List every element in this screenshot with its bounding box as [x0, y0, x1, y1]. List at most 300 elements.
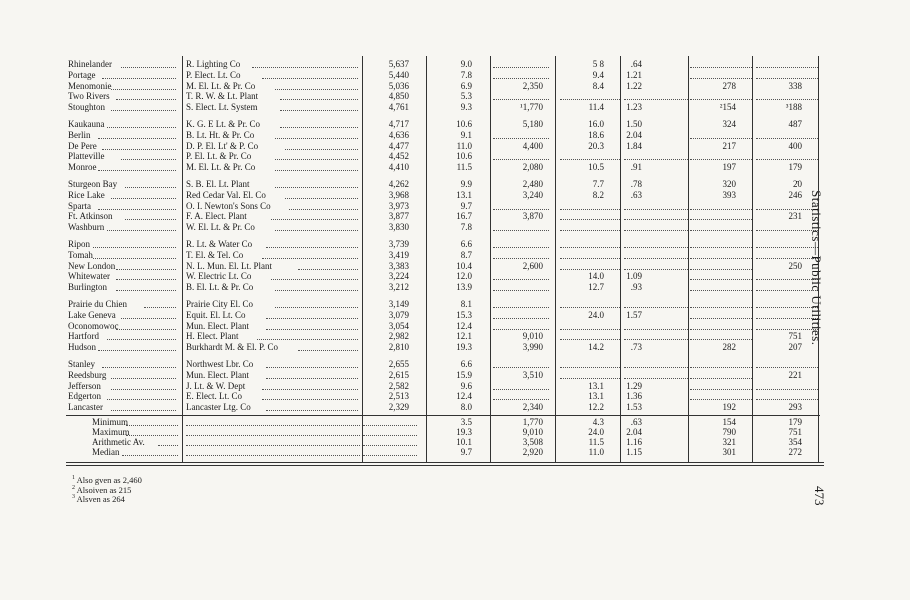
dot-leader [690, 393, 752, 400]
row-c5: .64 [630, 59, 642, 69]
dot-leader [144, 301, 176, 308]
row-city: Ripon [68, 239, 91, 249]
summary-c7: 179 [788, 417, 802, 428]
dot-leader [285, 143, 358, 150]
dot-leader [121, 61, 176, 68]
row-c6: ²154 [719, 102, 736, 113]
dot-leader [275, 224, 358, 231]
dot-leader [624, 213, 688, 220]
row-rate: 9.0 [460, 59, 472, 69]
row-c7: 751 [788, 331, 802, 342]
row-city: Whitewater [68, 271, 110, 282]
row-c7: 250 [788, 260, 802, 271]
row-c6: 324 [722, 119, 736, 129]
dot-leader [275, 301, 358, 308]
summary-c3: 1,770 [522, 417, 543, 428]
row-utility: T. R. W. & Lt. Plant [186, 91, 259, 102]
summary-c6: 301 [722, 447, 736, 458]
dot-leader [624, 252, 688, 259]
dot-leader [116, 323, 176, 330]
dot-leader [560, 301, 620, 308]
row-c6: 393 [722, 189, 736, 200]
row-c6: 320 [722, 179, 736, 189]
summary-label: Median [92, 447, 120, 458]
summary-label: Maximum [92, 427, 130, 438]
dot-leader [560, 372, 620, 379]
dot-leader [493, 224, 549, 231]
row-population: 2,615 [388, 369, 409, 380]
summary-c4: 24.0 [588, 427, 604, 438]
dot-leader [756, 72, 818, 79]
row-c4: 9.4 [592, 69, 604, 80]
row-rate: 12.0 [456, 271, 472, 282]
row-utility: P. El. Lt. & Pr. Co [186, 151, 252, 162]
dot-leader [271, 213, 358, 220]
dot-leader [756, 61, 818, 68]
row-utility: T. El. & Tel. Co [186, 249, 244, 260]
row-c3: 3,990 [522, 342, 543, 353]
row-city: Lake Geneva [68, 309, 116, 320]
dot-leader [756, 93, 818, 100]
dot-leader [262, 72, 358, 79]
dot-leader [560, 224, 620, 231]
dot-leader [262, 252, 358, 259]
row-c5: .63 [630, 189, 642, 200]
row-c7: 487 [788, 119, 802, 129]
row-city: Washburn [68, 222, 105, 233]
dot-leader [690, 93, 752, 100]
row-population: 3,383 [388, 260, 409, 271]
row-utility: R. Lighting Co [186, 59, 241, 69]
dot-leader [107, 224, 176, 231]
dot-leader [493, 252, 549, 259]
dot-leader [624, 93, 688, 100]
row-c5: 1.53 [626, 402, 642, 413]
dot-leader [690, 132, 752, 139]
dot-leader [93, 252, 176, 259]
dot-leader [275, 83, 358, 90]
dot-leader [275, 153, 358, 160]
dot-leader [111, 404, 176, 411]
dot-leader [121, 312, 176, 319]
summary-c7: 751 [788, 427, 802, 438]
row-c3: 3,870 [522, 211, 543, 222]
dot-leader [252, 61, 358, 68]
summary-c4: 11.0 [588, 447, 604, 458]
dot-leader [690, 323, 752, 330]
dot-leader [98, 164, 176, 171]
dot-leader [560, 323, 620, 330]
row-city: Monroe [68, 162, 97, 173]
dot-leader [116, 93, 176, 100]
row-city: Sturgeon Bay [68, 179, 118, 189]
summary-c6: 154 [722, 417, 736, 428]
row-utility: Mun. Elect. Plant [186, 369, 249, 380]
row-utility: O. I. Newton's Sons Co [186, 200, 271, 211]
row-c4: 13.1 [588, 380, 604, 391]
row-c7: 221 [788, 369, 802, 380]
row-c4: 5 8 [592, 59, 604, 69]
dot-leader [756, 132, 818, 139]
row-c4: 12.7 [588, 282, 604, 293]
dot-leader [116, 284, 176, 291]
dot-leader [690, 213, 752, 220]
row-c4: 14.0 [588, 271, 604, 282]
row-c3: ¹1,770 [520, 102, 543, 113]
row-c5: .78 [630, 179, 642, 189]
summary-label: Arithmetic Av. [92, 437, 145, 448]
row-utility: Equit. El. Lt. Co [186, 309, 246, 320]
page-number: 473 [812, 486, 827, 506]
dot-leader [493, 132, 549, 139]
column-rule [182, 56, 183, 462]
row-population: 4,452 [388, 151, 409, 162]
row-utility: M. El. Lt. & Pr. Co [186, 80, 256, 91]
row-c4: 13.1 [588, 391, 604, 402]
row-c6: 282 [722, 342, 736, 353]
dot-leader [560, 93, 620, 100]
dot-leader [493, 93, 549, 100]
row-rate: 10.4 [456, 260, 472, 271]
row-c4: 7.7 [592, 179, 604, 189]
row-city: Rhinelander [68, 59, 112, 69]
dot-leader [560, 361, 620, 368]
row-utility: N. L. Mun. El. Lt. Plant [186, 260, 272, 271]
dot-leader [266, 312, 358, 319]
dot-leader [493, 393, 549, 400]
summary-c5: 1.16 [626, 437, 642, 448]
row-rate: 7.8 [460, 222, 472, 233]
row-rate: 10.6 [456, 151, 472, 162]
row-population: 2,513 [388, 391, 409, 402]
dot-leader [493, 72, 549, 79]
row-population: 3,079 [388, 309, 409, 320]
dot-leader [126, 419, 178, 426]
dot-leader [266, 323, 358, 330]
dot-leader [560, 153, 620, 160]
row-city: Stoughton [68, 102, 106, 113]
dot-leader [285, 192, 358, 199]
row-city: Platteville [68, 151, 105, 162]
row-rate: 13.9 [456, 282, 472, 293]
dot-leader [624, 224, 688, 231]
row-rate: 8.1 [460, 299, 472, 309]
dot-leader [280, 121, 358, 128]
row-rate: 15.3 [456, 309, 472, 320]
row-rate: 6.6 [460, 239, 472, 249]
row-rate: 9.9 [460, 179, 472, 189]
row-rate: 8.0 [460, 402, 472, 413]
row-population: 4,636 [388, 129, 409, 140]
dot-leader [560, 213, 620, 220]
summary-c4: 11.5 [588, 437, 604, 448]
row-rate: 9.6 [460, 380, 472, 391]
row-population: 3,739 [388, 239, 409, 249]
dot-leader [186, 439, 360, 446]
row-c3: 2,600 [522, 260, 543, 271]
row-c4: 18.6 [588, 129, 604, 140]
row-city: Prairie du Chien [68, 299, 127, 309]
row-population: 3,224 [388, 271, 409, 282]
row-utility: S. B. El. Lt. Plant [186, 179, 250, 189]
dot-leader [98, 344, 176, 351]
row-city: New London [68, 260, 116, 271]
dot-leader [102, 143, 176, 150]
column-rule [818, 56, 819, 462]
dot-leader [186, 449, 360, 456]
row-population: 4,262 [388, 179, 409, 189]
dot-leader [266, 241, 358, 248]
row-utility: R. Lt. & Water Co [186, 239, 253, 249]
row-c5: 1.09 [626, 271, 642, 282]
column-rule [752, 56, 753, 462]
row-c4: 14.2 [588, 342, 604, 353]
footnote [72, 493, 125, 504]
row-c4: 12.2 [588, 402, 604, 413]
side-title: Statistics—Public Utilities. [809, 190, 824, 346]
row-population: 2,982 [388, 331, 409, 342]
row-rate: 9.7 [460, 200, 472, 211]
summary-c3: 2,920 [522, 447, 543, 458]
dot-leader [624, 361, 688, 368]
dot-leader [122, 449, 178, 456]
dot-leader [93, 241, 176, 248]
row-rate: 7.8 [460, 69, 472, 80]
dot-leader [690, 203, 752, 210]
dot-leader [298, 263, 358, 270]
footnote-mark: 2 [72, 484, 75, 491]
row-population: 2,655 [388, 359, 409, 369]
row-c5: .93 [630, 282, 642, 293]
row-utility: H. Elect. Plant [186, 331, 239, 342]
row-population: 3,968 [388, 189, 409, 200]
row-c3: 3,240 [522, 189, 543, 200]
dot-leader [624, 323, 688, 330]
dot-leader [262, 383, 358, 390]
row-c4: 16.0 [588, 119, 604, 129]
row-city: Lancaster [68, 402, 103, 413]
row-rate: 8.7 [460, 249, 472, 260]
dot-leader [493, 361, 549, 368]
dot-leader [289, 203, 358, 210]
dot-leader [107, 333, 176, 340]
dot-leader [107, 121, 176, 128]
summary-rate: 19.3 [456, 427, 472, 438]
bottom-rule [66, 465, 824, 466]
row-utility: F. A. Elect. Plant [186, 211, 247, 222]
row-rate: 5.3 [460, 91, 472, 102]
dot-leader [690, 372, 752, 379]
row-utility: K. G. E Lt. & Pr. Co [186, 119, 261, 129]
dot-leader [493, 61, 549, 68]
summary-c6: 321 [722, 437, 736, 448]
row-c5: 1.23 [626, 102, 642, 113]
row-rate: 12.1 [456, 331, 472, 342]
row-population: 3,419 [388, 249, 409, 260]
dot-leader [493, 241, 549, 248]
row-c3: 9,010 [522, 331, 543, 342]
row-c7: 179 [788, 162, 802, 173]
dot-leader [690, 284, 752, 291]
row-city: Oconomowoc [68, 320, 119, 331]
row-c4: 10.5 [588, 162, 604, 173]
row-c5: 1.21 [626, 69, 642, 80]
dot-leader [363, 419, 417, 426]
row-rate: 10.6 [456, 119, 472, 129]
dot-leader [493, 284, 549, 291]
dot-leader [116, 263, 176, 270]
dot-leader [690, 361, 752, 368]
dot-leader [756, 153, 818, 160]
dot-leader [266, 372, 358, 379]
row-city: Hartford [68, 331, 99, 342]
row-c4: 8.2 [592, 189, 604, 200]
dot-leader [262, 393, 358, 400]
summary-rule [66, 415, 820, 416]
summary-c7: 354 [788, 437, 802, 448]
dot-leader [111, 104, 176, 111]
row-c4: 24.0 [588, 309, 604, 320]
row-city: De Pere [68, 140, 97, 151]
row-c3: 5,180 [522, 119, 543, 129]
dot-leader [158, 439, 178, 446]
dot-leader [690, 312, 752, 319]
dot-leader [560, 333, 620, 340]
summary-c5: 2.04 [626, 427, 642, 438]
dot-leader [690, 383, 752, 390]
dot-leader [690, 252, 752, 259]
row-rate: 6.9 [460, 80, 472, 91]
dot-leader [624, 263, 688, 270]
dot-leader [690, 333, 752, 340]
row-population: 2,582 [388, 380, 409, 391]
row-c7: 293 [788, 402, 802, 413]
dot-leader [271, 273, 358, 280]
summary-c5: 1.15 [626, 447, 642, 458]
row-c6: 278 [722, 80, 736, 91]
summary-rate: 9.7 [460, 447, 472, 458]
row-rate: 15.9 [456, 369, 472, 380]
dot-leader [280, 104, 358, 111]
dot-leader [111, 83, 176, 90]
row-c7: ³188 [785, 102, 802, 113]
row-city: Berlin [68, 129, 91, 140]
summary-c3: 3,508 [522, 437, 543, 448]
row-rate: 9.3 [460, 102, 472, 113]
dot-leader [102, 72, 176, 79]
dot-leader [266, 404, 358, 411]
dot-leader [98, 203, 176, 210]
row-rate: 6.6 [460, 359, 472, 369]
dot-leader [493, 153, 549, 160]
row-c5: 1.22 [626, 80, 642, 91]
row-c5: 1.29 [626, 380, 642, 391]
dot-leader [257, 333, 358, 340]
dot-leader [493, 273, 549, 280]
dot-leader [493, 383, 549, 390]
row-c7: 338 [788, 80, 802, 91]
row-rate: 11.5 [456, 162, 472, 173]
row-utility: B. El. Lt. & Pr. Co [186, 282, 254, 293]
dot-leader [756, 383, 818, 390]
summary-rate: 10.1 [456, 437, 472, 448]
row-population: 5,637 [388, 59, 409, 69]
dot-leader [690, 241, 752, 248]
row-c3: 2,080 [522, 162, 543, 173]
dot-leader [560, 252, 620, 259]
dot-leader [280, 93, 358, 100]
dot-leader [493, 203, 549, 210]
row-city: Stanley [68, 359, 95, 369]
row-utility: P. Elect. Lt. Co [186, 69, 241, 80]
dot-leader [111, 372, 176, 379]
column-rule [490, 56, 491, 462]
row-c5: 2.04 [626, 129, 642, 140]
row-c5: .91 [630, 162, 642, 173]
row-city: Two Rivers [68, 91, 110, 102]
dot-leader [624, 203, 688, 210]
dot-leader [690, 224, 752, 231]
row-city: Kaukauna [68, 119, 105, 129]
dot-leader [363, 439, 417, 446]
row-population: 3,830 [388, 222, 409, 233]
row-population: 3,877 [388, 211, 409, 222]
row-city: Rice Lake [68, 189, 105, 200]
dot-leader [111, 192, 176, 199]
footnote-text: Alsoiven as 215 [75, 484, 132, 495]
row-c7: 400 [788, 140, 802, 151]
row-c3: 2,350 [522, 80, 543, 91]
dot-leader [624, 372, 688, 379]
dot-leader [560, 263, 620, 270]
dot-leader [126, 429, 178, 436]
row-population: 4,761 [388, 102, 409, 113]
row-utility: B. Lt. Ht. & Pr. Co [186, 129, 255, 140]
dot-leader [493, 312, 549, 319]
dot-leader [624, 153, 688, 160]
row-c6: 192 [722, 402, 736, 413]
summary-c7: 272 [788, 447, 802, 458]
dot-leader [493, 323, 549, 330]
bottom-rule [66, 462, 824, 463]
dot-leader [624, 333, 688, 340]
row-city: Menomonie [68, 80, 112, 91]
row-c6: 217 [722, 140, 736, 151]
row-city: Reedsburg [68, 369, 107, 380]
dot-leader [690, 72, 752, 79]
row-utility: E. Elect. Lt. Co [186, 391, 242, 402]
row-utility: Mun. Elect. Plant [186, 320, 249, 331]
row-population: 4,850 [388, 91, 409, 102]
row-c3: 2,340 [522, 402, 543, 413]
dot-leader [186, 429, 360, 436]
row-rate: 13.1 [456, 189, 472, 200]
dot-leader [298, 344, 358, 351]
dot-leader [560, 203, 620, 210]
row-city: Burlington [68, 282, 108, 293]
row-c5: 1.84 [626, 140, 642, 151]
row-utility: J. Lt. & W. Dept [186, 380, 246, 391]
dot-leader [102, 361, 176, 368]
row-rate: 19.3 [456, 342, 472, 353]
row-c3: 3,510 [522, 369, 543, 380]
row-city: Hudson [68, 342, 97, 353]
row-c7: 231 [788, 211, 802, 222]
dot-leader [266, 361, 358, 368]
dot-leader [690, 263, 752, 270]
dot-leader [121, 153, 176, 160]
column-rule [688, 56, 689, 462]
